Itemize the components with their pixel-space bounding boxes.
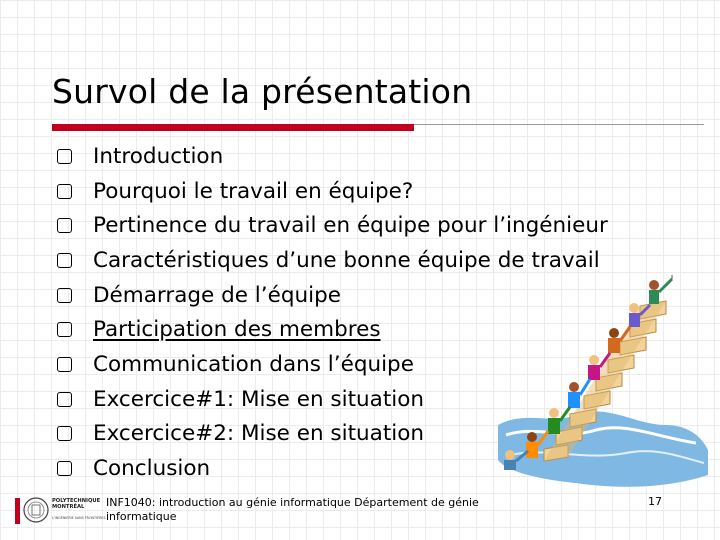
agenda-item-label: Excercice#1: Mise en situation: [93, 386, 425, 412]
square-bullet-icon: [57, 184, 72, 199]
square-bullet-icon: [57, 357, 72, 372]
square-bullet-icon: [57, 426, 72, 441]
agenda-item-label: Conclusion: [93, 456, 211, 482]
logo-line-1: POLYTECHNIQUE: [52, 498, 101, 504]
page-number: 17: [648, 495, 662, 508]
polytechnique-logo: [14, 492, 106, 528]
agenda-item-label: Excercice#2: Mise en situation: [93, 421, 425, 447]
agenda-item-link[interactable]: Participation des membres: [93, 317, 381, 343]
agenda-item-label: Communication dans l’équipe: [93, 351, 414, 377]
agenda-item-introduction: [57, 139, 608, 174]
agenda-item-label: Caractéristiques d’une bonne équipe de travail: [93, 247, 600, 273]
square-bullet-icon: [57, 322, 72, 337]
agenda-item-characteristics: [57, 243, 608, 278]
agenda-item-label: Pertinence du travail en équipe pour l’ingénieur: [93, 213, 608, 239]
agenda-item-relevance: [57, 208, 608, 243]
teamwork-staircase-illustration: [496, 275, 710, 489]
footer-course-text: INF1040: introduction au génie informatique Département de génie informatique: [106, 496, 479, 523]
agenda-item-label: Introduction: [93, 143, 224, 169]
logo-line-2: MONTRÉAL: [52, 504, 85, 510]
agenda-item-label: Démarrage de l’équipe: [93, 282, 341, 308]
square-bullet-icon: [57, 218, 72, 233]
title-accent-bar: [52, 124, 414, 131]
square-bullet-icon: [57, 253, 72, 268]
square-bullet-icon: [57, 149, 72, 164]
square-bullet-icon: [57, 461, 72, 476]
slide-title: Survol de la présentation: [52, 72, 473, 111]
logo-line-3: L'INGÉNIERIE SANS FRONTIÈRES: [52, 516, 106, 520]
agenda-item-label: Pourquoi le travail en équipe?: [93, 178, 414, 204]
agenda-item-why-teamwork: [57, 174, 608, 209]
square-bullet-icon: [57, 288, 72, 303]
square-bullet-icon: [57, 392, 72, 407]
